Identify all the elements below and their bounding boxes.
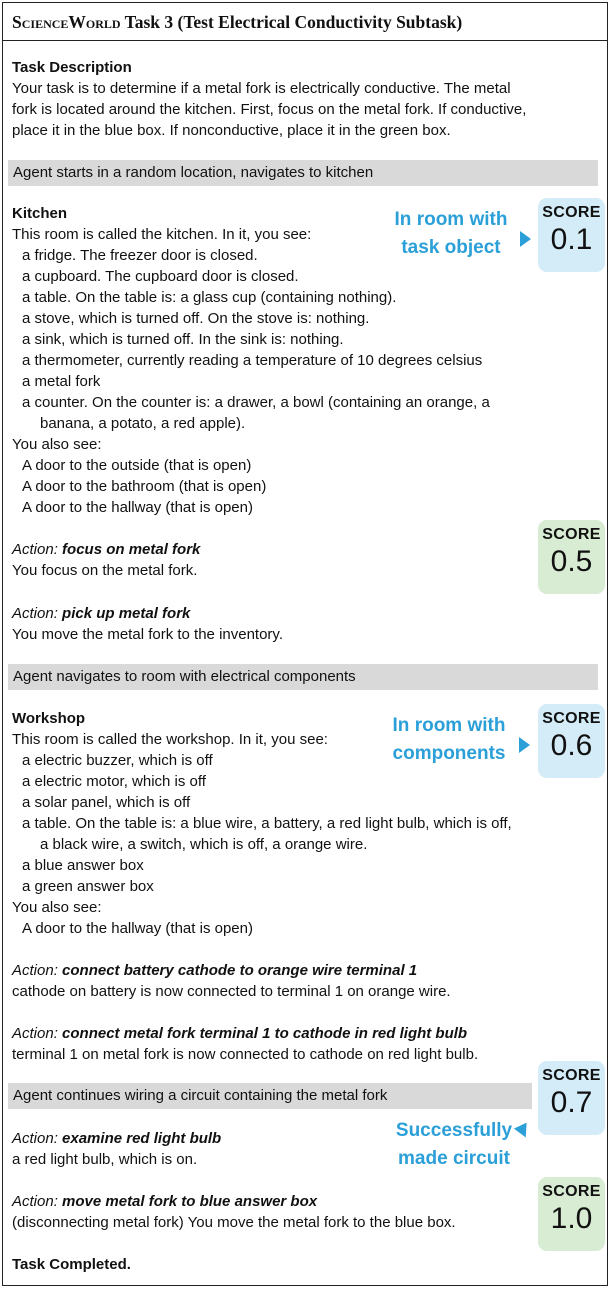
action-line: Action: connect battery cathode to orange wire terminal 1 (12, 962, 418, 979)
score-badge: SCORE 0.7 (538, 1061, 605, 1135)
kitchen-line: banana, a potato, a red apple). (40, 415, 246, 432)
workshop-line: a black wire, a switch, which is off, a orange wire. (40, 836, 368, 853)
workshop-line: This room is called the workshop. In it, you see: (12, 731, 328, 748)
kitchen-line: a fridge. The freezer door is closed. (22, 247, 258, 264)
kitchen-line: A door to the hallway (that is open) (22, 499, 253, 516)
kitchen-line: This room is called the kitchen. In it, you see: (12, 226, 312, 243)
kitchen-line: a metal fork (22, 373, 101, 390)
score-badge: SCORE 0.1 (538, 198, 605, 272)
kitchen-line: a counter. On the counter is: a drawer, a bowl (containing an orange, a (22, 394, 490, 411)
task-completed: Task Completed. (12, 1256, 131, 1273)
kitchen-heading: Kitchen (12, 205, 68, 222)
kitchen-line: a cupboard. The cupboard door is closed. (22, 268, 299, 285)
action-line: Action: move metal fork to blue answer box (12, 1193, 318, 1210)
action-line: Action: connect metal fork terminal 1 to cathode in red light bulb (12, 1025, 468, 1042)
task-line: fork is located around the kitchen. First, focus on the metal fork. If conductive, (12, 101, 527, 118)
kitchen-line: a sink, which is turned off. In the sink is: nothing. (22, 331, 344, 348)
workshop-line: a electric buzzer, which is off (22, 752, 213, 769)
workshop-line: a green answer box (22, 878, 154, 895)
kitchen-line: a table. On the table is: a glass cup (containing nothing). (22, 289, 397, 306)
figure-title: ScienceWorld Task 3 (Test Electrical Conductivity Subtask) (3, 3, 607, 41)
action-result: terminal 1 on metal fork is now connected to cathode on red light bulb. (12, 1046, 479, 1063)
score-badge: SCORE 0.6 (538, 704, 605, 778)
kitchen-line: a thermometer, currently reading a temperature of 10 degrees celsius (22, 352, 483, 369)
action-result: You focus on the metal fork. (12, 562, 198, 579)
action-result: (disconnecting metal fork) You move the metal fork to the blue box. (12, 1214, 456, 1231)
action-line: Action: focus on metal fork (12, 541, 201, 558)
note-task-object: In room with task object (394, 209, 508, 258)
action-line: Action: examine red light bulb (12, 1130, 222, 1147)
workshop-line: a table. On the table is: a blue wire, a battery, a red light bulb, which is off, (22, 815, 512, 832)
task-heading: Task Description (12, 59, 132, 76)
workshop-line: a electric motor, which is off (22, 773, 206, 790)
stage-bar: Agent navigates to room with electrical components (8, 664, 598, 690)
task-line: Your task is to determine if a metal fork is electrically conductive. The metal (12, 80, 511, 97)
action-line: Action: pick up metal fork (12, 605, 191, 622)
note-components: In room with components (392, 715, 506, 764)
stage-bar: Agent starts in a random location, navigates to kitchen (8, 160, 598, 186)
action-result: You move the metal fork to the inventory. (12, 626, 283, 643)
action-result: cathode on battery is now connected to terminal 1 on orange wire. (12, 983, 451, 1000)
score-badge: SCORE 0.5 (538, 520, 605, 594)
kitchen-line: A door to the outside (that is open) (22, 457, 252, 474)
action-result: a red light bulb, which is on. (12, 1151, 198, 1168)
workshop-line: You also see: (12, 899, 102, 916)
note-circuit: Successfully made circuit (395, 1120, 513, 1169)
workshop-line: a solar panel, which is off (22, 794, 191, 811)
workshop-line: a blue answer box (22, 857, 144, 874)
task-line: place it in the blue box. If nonconductive, place it in the green box. (12, 122, 451, 139)
stage-bar: Agent continues wiring a circuit containing the metal fork (8, 1083, 532, 1109)
workshop-line: A door to the hallway (that is open) (22, 920, 253, 937)
kitchen-line: You also see: (12, 436, 102, 453)
kitchen-line: a stove, which is turned off. On the stove is: nothing. (22, 310, 370, 327)
kitchen-line: A door to the bathroom (that is open) (22, 478, 267, 495)
score-badge: SCORE 1.0 (538, 1177, 605, 1251)
arrow-right-icon (520, 231, 531, 247)
arrow-right-icon (519, 737, 530, 753)
workshop-heading: Workshop (12, 710, 86, 727)
